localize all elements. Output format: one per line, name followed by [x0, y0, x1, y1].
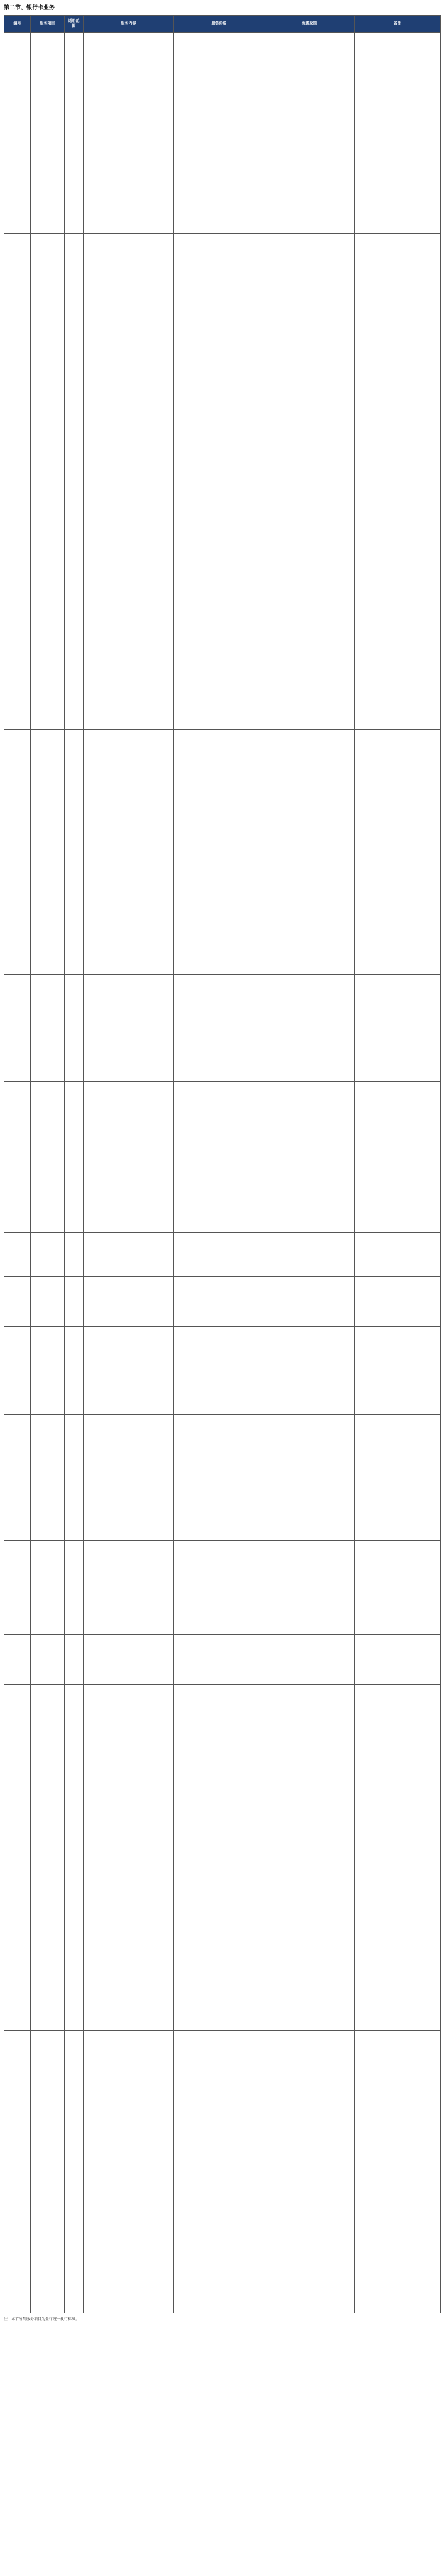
cell-id: [4, 1082, 31, 1138]
cell-price: [174, 730, 264, 975]
cell-note: [355, 730, 441, 975]
cell-content: [84, 1277, 174, 1327]
fee-table: [4, 15, 441, 2313]
cell-note: [355, 1233, 441, 1277]
cell-content: [84, 2156, 174, 2244]
cell-scope: [65, 1082, 84, 1138]
table-row: [4, 975, 441, 1082]
cell-scope: [65, 1685, 84, 2031]
cell-item: [31, 2156, 65, 2244]
cell-id: [4, 1541, 31, 1635]
cell-content: [84, 1415, 174, 1541]
table-row: [4, 1685, 441, 2031]
cell-content: [84, 975, 174, 1082]
cell-price: [174, 1635, 264, 1685]
cell-price: [174, 1082, 264, 1138]
cell-policy: [264, 730, 355, 975]
cell-note: [355, 234, 441, 730]
cell-price: [174, 975, 264, 1082]
col-header-item: 服务项目: [31, 16, 65, 33]
table-row: [4, 1327, 441, 1415]
cell-item: [31, 1415, 65, 1541]
cell-item: [31, 1138, 65, 1233]
table-row: [4, 1415, 441, 1541]
cell-item: [31, 1685, 65, 2031]
cell-content: [84, 1635, 174, 1685]
cell-policy: [264, 1635, 355, 1685]
cell-content: [84, 1685, 174, 2031]
cell-policy: [264, 1327, 355, 1415]
cell-note: [355, 1415, 441, 1541]
table-row: [4, 1082, 441, 1138]
cell-price: [174, 1233, 264, 1277]
cell-note: [355, 2244, 441, 2313]
cell-price: [174, 2156, 264, 2244]
cell-price: [174, 1277, 264, 1327]
cell-policy: [264, 1415, 355, 1541]
cell-id: [4, 2031, 31, 2087]
cell-note: [355, 2156, 441, 2244]
cell-scope: [65, 1277, 84, 1327]
cell-content: [84, 2244, 174, 2313]
cell-policy: [264, 1082, 355, 1138]
cell-id: [4, 1277, 31, 1327]
cell-note: [355, 1327, 441, 1415]
cell-item: [31, 1541, 65, 1635]
cell-id: [4, 133, 31, 234]
col-header-content: 服务内容: [84, 16, 174, 33]
cell-item: [31, 1233, 65, 1277]
cell-item: [31, 2087, 65, 2156]
cell-item: [31, 234, 65, 730]
cell-note: [355, 1277, 441, 1327]
cell-id: [4, 975, 31, 1082]
cell-price: [174, 1685, 264, 2031]
cell-policy: [264, 1685, 355, 2031]
cell-item: [31, 2031, 65, 2087]
cell-scope: [65, 1541, 84, 1635]
table-row: [4, 1233, 441, 1277]
cell-scope: [65, 1327, 84, 1415]
cell-item: [31, 133, 65, 234]
cell-note: [355, 1685, 441, 2031]
cell-price: [174, 1415, 264, 1541]
cell-price: [174, 133, 264, 234]
cell-scope: [65, 1233, 84, 1277]
cell-item: [31, 33, 65, 133]
table-row: [4, 33, 441, 133]
cell-scope: [65, 1415, 84, 1541]
cell-policy: [264, 2087, 355, 2156]
cell-note: [355, 33, 441, 133]
cell-id: [4, 1635, 31, 1685]
cell-note: [355, 1082, 441, 1138]
cell-note: [355, 2087, 441, 2156]
cell-id: [4, 33, 31, 133]
cell-price: [174, 2244, 264, 2313]
cell-policy: [264, 2156, 355, 2244]
cell-price: [174, 1327, 264, 1415]
cell-content: [84, 2031, 174, 2087]
table-row: [4, 2244, 441, 2313]
cell-policy: [264, 1138, 355, 1233]
cell-price: [174, 1541, 264, 1635]
cell-policy: [264, 133, 355, 234]
cell-scope: [65, 975, 84, 1082]
cell-id: [4, 2244, 31, 2313]
table-row: [4, 234, 441, 730]
table-row: [4, 1277, 441, 1327]
table-body: [4, 33, 441, 2313]
cell-policy: [264, 975, 355, 1082]
cell-item: [31, 1327, 65, 1415]
table-row: [4, 1138, 441, 1233]
cell-item: [31, 1635, 65, 1685]
cell-policy: [264, 1277, 355, 1327]
cell-scope: [65, 2031, 84, 2087]
table-row: [4, 2156, 441, 2244]
cell-scope: [65, 1635, 84, 1685]
cell-item: [31, 2244, 65, 2313]
cell-policy: [264, 33, 355, 133]
cell-id: [4, 234, 31, 730]
cell-id: [4, 1685, 31, 2031]
table-row: [4, 730, 441, 975]
cell-price: [174, 234, 264, 730]
cell-id: [4, 2156, 31, 2244]
cell-content: [84, 1233, 174, 1277]
cell-scope: [65, 730, 84, 975]
table-row: [4, 1635, 441, 1685]
col-header-policy: 优惠政策: [264, 16, 355, 33]
table-row: [4, 1541, 441, 1635]
cell-content: [84, 730, 174, 975]
cell-scope: [65, 1138, 84, 1233]
cell-scope: [65, 2087, 84, 2156]
cell-note: [355, 1138, 441, 1233]
cell-policy: [264, 1233, 355, 1277]
table-footnote: 注：本节所列服务项目为全行统一执行标准。: [4, 2317, 80, 2322]
table-header-row: [4, 16, 441, 33]
cell-policy: [264, 1541, 355, 1635]
cell-id: [4, 1327, 31, 1415]
cell-policy: [264, 2031, 355, 2087]
cell-id: [4, 1233, 31, 1277]
cell-scope: [65, 2244, 84, 2313]
cell-price: [174, 2031, 264, 2087]
cell-id: [4, 1138, 31, 1233]
cell-content: [84, 1541, 174, 1635]
cell-item: [31, 975, 65, 1082]
cell-note: [355, 975, 441, 1082]
col-header-note: 备注: [355, 16, 441, 33]
cell-note: [355, 1635, 441, 1685]
cell-note: [355, 1541, 441, 1635]
cell-price: [174, 1138, 264, 1233]
cell-content: [84, 234, 174, 730]
table-row: [4, 2031, 441, 2087]
cell-scope: [65, 2156, 84, 2244]
cell-id: [4, 730, 31, 975]
cell-content: [84, 133, 174, 234]
col-header-scope: 适用范围: [65, 16, 84, 33]
col-header-id: 编号: [4, 16, 31, 33]
cell-scope: [65, 133, 84, 234]
table-row: [4, 133, 441, 234]
cell-content: [84, 2087, 174, 2156]
cell-policy: [264, 234, 355, 730]
cell-policy: [264, 2244, 355, 2313]
col-header-price: 服务价格: [174, 16, 264, 33]
cell-content: [84, 33, 174, 133]
cell-note: [355, 2031, 441, 2087]
cell-item: [31, 1277, 65, 1327]
cell-note: [355, 133, 441, 234]
cell-scope: [65, 33, 84, 133]
cell-item: [31, 1082, 65, 1138]
table-row: [4, 2087, 441, 2156]
cell-content: [84, 1082, 174, 1138]
cell-content: [84, 1327, 174, 1415]
cell-id: [4, 2087, 31, 2156]
cell-item: [31, 730, 65, 975]
cell-scope: [65, 234, 84, 730]
cell-price: [174, 2087, 264, 2156]
cell-id: [4, 1415, 31, 1541]
cell-content: [84, 1138, 174, 1233]
cell-price: [174, 33, 264, 133]
section-heading: 第二节、银行卡业务: [4, 5, 55, 11]
